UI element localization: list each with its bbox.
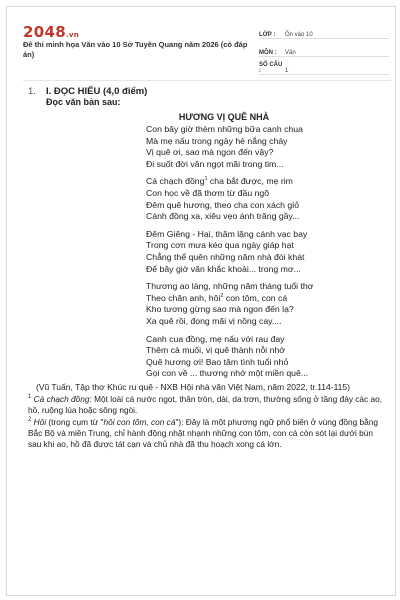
- stanza: [146, 229, 388, 275]
- poem-line: Cánh đồng xa, xiêu vẹo ánh trăng gầy...: [146, 211, 300, 222]
- poem-line: Trong cơn mưa kéo qua ngày giáp hạt: [146, 240, 294, 251]
- poem-text: con tôm, con cá: [223, 292, 288, 303]
- meta-row-class: [259, 21, 389, 39]
- footnote-term: Hôi: [33, 416, 47, 427]
- poem-title: HƯƠNG VỊ QUÊ NHÀ: [178, 112, 270, 122]
- question-header: [28, 86, 388, 97]
- poem-text: cha bắt được, mẹ rim: [207, 176, 293, 187]
- poem-line: Con bây giờ thèm những bữa canh chua: [146, 124, 303, 134]
- poem-text: Cá chạch đồng: [146, 176, 205, 187]
- stanza: [146, 124, 388, 170]
- meta-value: 1: [285, 68, 289, 74]
- footnote-ref: 2: [220, 292, 224, 299]
- footnote-term: Cá chạch đồng:: [33, 393, 92, 404]
- poem-line: Canh cua đồng, mẹ nấu với rau đay: [146, 333, 285, 344]
- footnote-text: (trong cụm từ ": [46, 416, 104, 427]
- site-logo[interactable]: [23, 23, 79, 41]
- poem-line: Quê hương ơi! Bao tâm tình tuổi nhỏ: [146, 356, 289, 367]
- poem-line: Mà mẹ nấu trong ngày hè nắng cháy: [146, 135, 288, 146]
- meta-key: SỐ CÂU :: [259, 62, 283, 74]
- footnote-text: "): Đây là một phương ngữ phổ biến ở vùng đồng bằng Bắc Bộ và miền Trung, chỉ hành động nhặt nhạnh những con tôm, con cá còn sót lại dưới bùn sau khi ao, hồ đã được tát cạn và chủ nhà đã thu hoạch xong cá lớn.: [28, 416, 378, 449]
- meta-key: MÔN :: [259, 50, 277, 56]
- header-divider: [23, 80, 391, 81]
- footnote-number: 2: [28, 417, 32, 424]
- poem-line: Để bây giờ văn khắc khoải... trong mơ...: [146, 263, 301, 274]
- meta-value: Ôn vào 10: [285, 32, 313, 38]
- question-content: [28, 86, 388, 450]
- poem-line: Chẳng thể quên những năm nhà đói khát: [146, 251, 305, 262]
- stanza: [146, 176, 388, 222]
- meta-value: Văn: [285, 50, 296, 56]
- question-title: I. ĐỌC HIỂU (4,0 điểm): [46, 86, 148, 97]
- poem-line: Gọi con về ... thương nhớ một miền quê...: [146, 368, 309, 379]
- question-instruction: Đọc văn bản sau:: [46, 97, 121, 107]
- meta-key: LỚP :: [259, 32, 276, 38]
- poem-line: Con học về đã thơm từ đầu ngõ: [146, 187, 270, 198]
- stanza: [146, 334, 388, 380]
- document-page: [6, 6, 396, 596]
- poem-line: [146, 176, 388, 188]
- stanza: [146, 281, 388, 327]
- question-number: 1.: [28, 86, 36, 97]
- poem-line: Thêm cà muối, vị quê thành nỗi nhớ: [146, 345, 285, 356]
- poem-body: [146, 124, 388, 380]
- poem-line: Thương ao làng, những năm tháng tuổi thơ: [146, 281, 314, 292]
- poem-line: Đêm quê hương, theo cha con xách giỏ: [146, 199, 300, 210]
- logo-suffix: .vn: [65, 31, 80, 39]
- poem-line: Đi suốt đời văn ngọt mãi trong tim...: [146, 158, 284, 169]
- poem-line: [146, 293, 388, 305]
- footnote: [28, 394, 388, 416]
- footnote-number: 1: [28, 394, 32, 401]
- meta-row-count: [259, 57, 389, 75]
- poem-line: Xa quê rồi, đọng mãi vị nồng cay....: [146, 315, 282, 326]
- poem-line: Vị quê ơi, sao mà ngon đến vậy?: [146, 147, 274, 158]
- footnote-ref: 1: [204, 176, 208, 183]
- footnote-term: hôi con tôm, con cá: [103, 416, 176, 427]
- poem-text: Theo chân anh, hôi: [146, 292, 221, 303]
- footnote-text: Một loài cá nước ngọt, thân tròn, dài, da trơn, thường sống ở tầng đáy các ao, hồ, ruộng lúa hoặc sông ngòi.: [28, 393, 383, 415]
- meta-row-subject: [259, 39, 389, 57]
- poem-line: Kho tương gừng sao mà ngon đến lạ?: [146, 304, 294, 315]
- meta-panel: [259, 21, 389, 75]
- poem-line: Đêm Giêng - Hai, thăm lặng cánh vạc bay: [146, 228, 308, 239]
- document-title: Đề thi minh họa Văn vào 10 Sở Tuyên Quang năm 2026 (có đáp án): [23, 40, 248, 59]
- source-citation: (Vũ Tuấn, Tập thơ Khúc ru quê - NXB Hội nhà văn Việt Nam, năm 2022, tr.114-115): [36, 381, 350, 392]
- footnote: [28, 417, 388, 450]
- logo-text: 2048: [23, 23, 66, 41]
